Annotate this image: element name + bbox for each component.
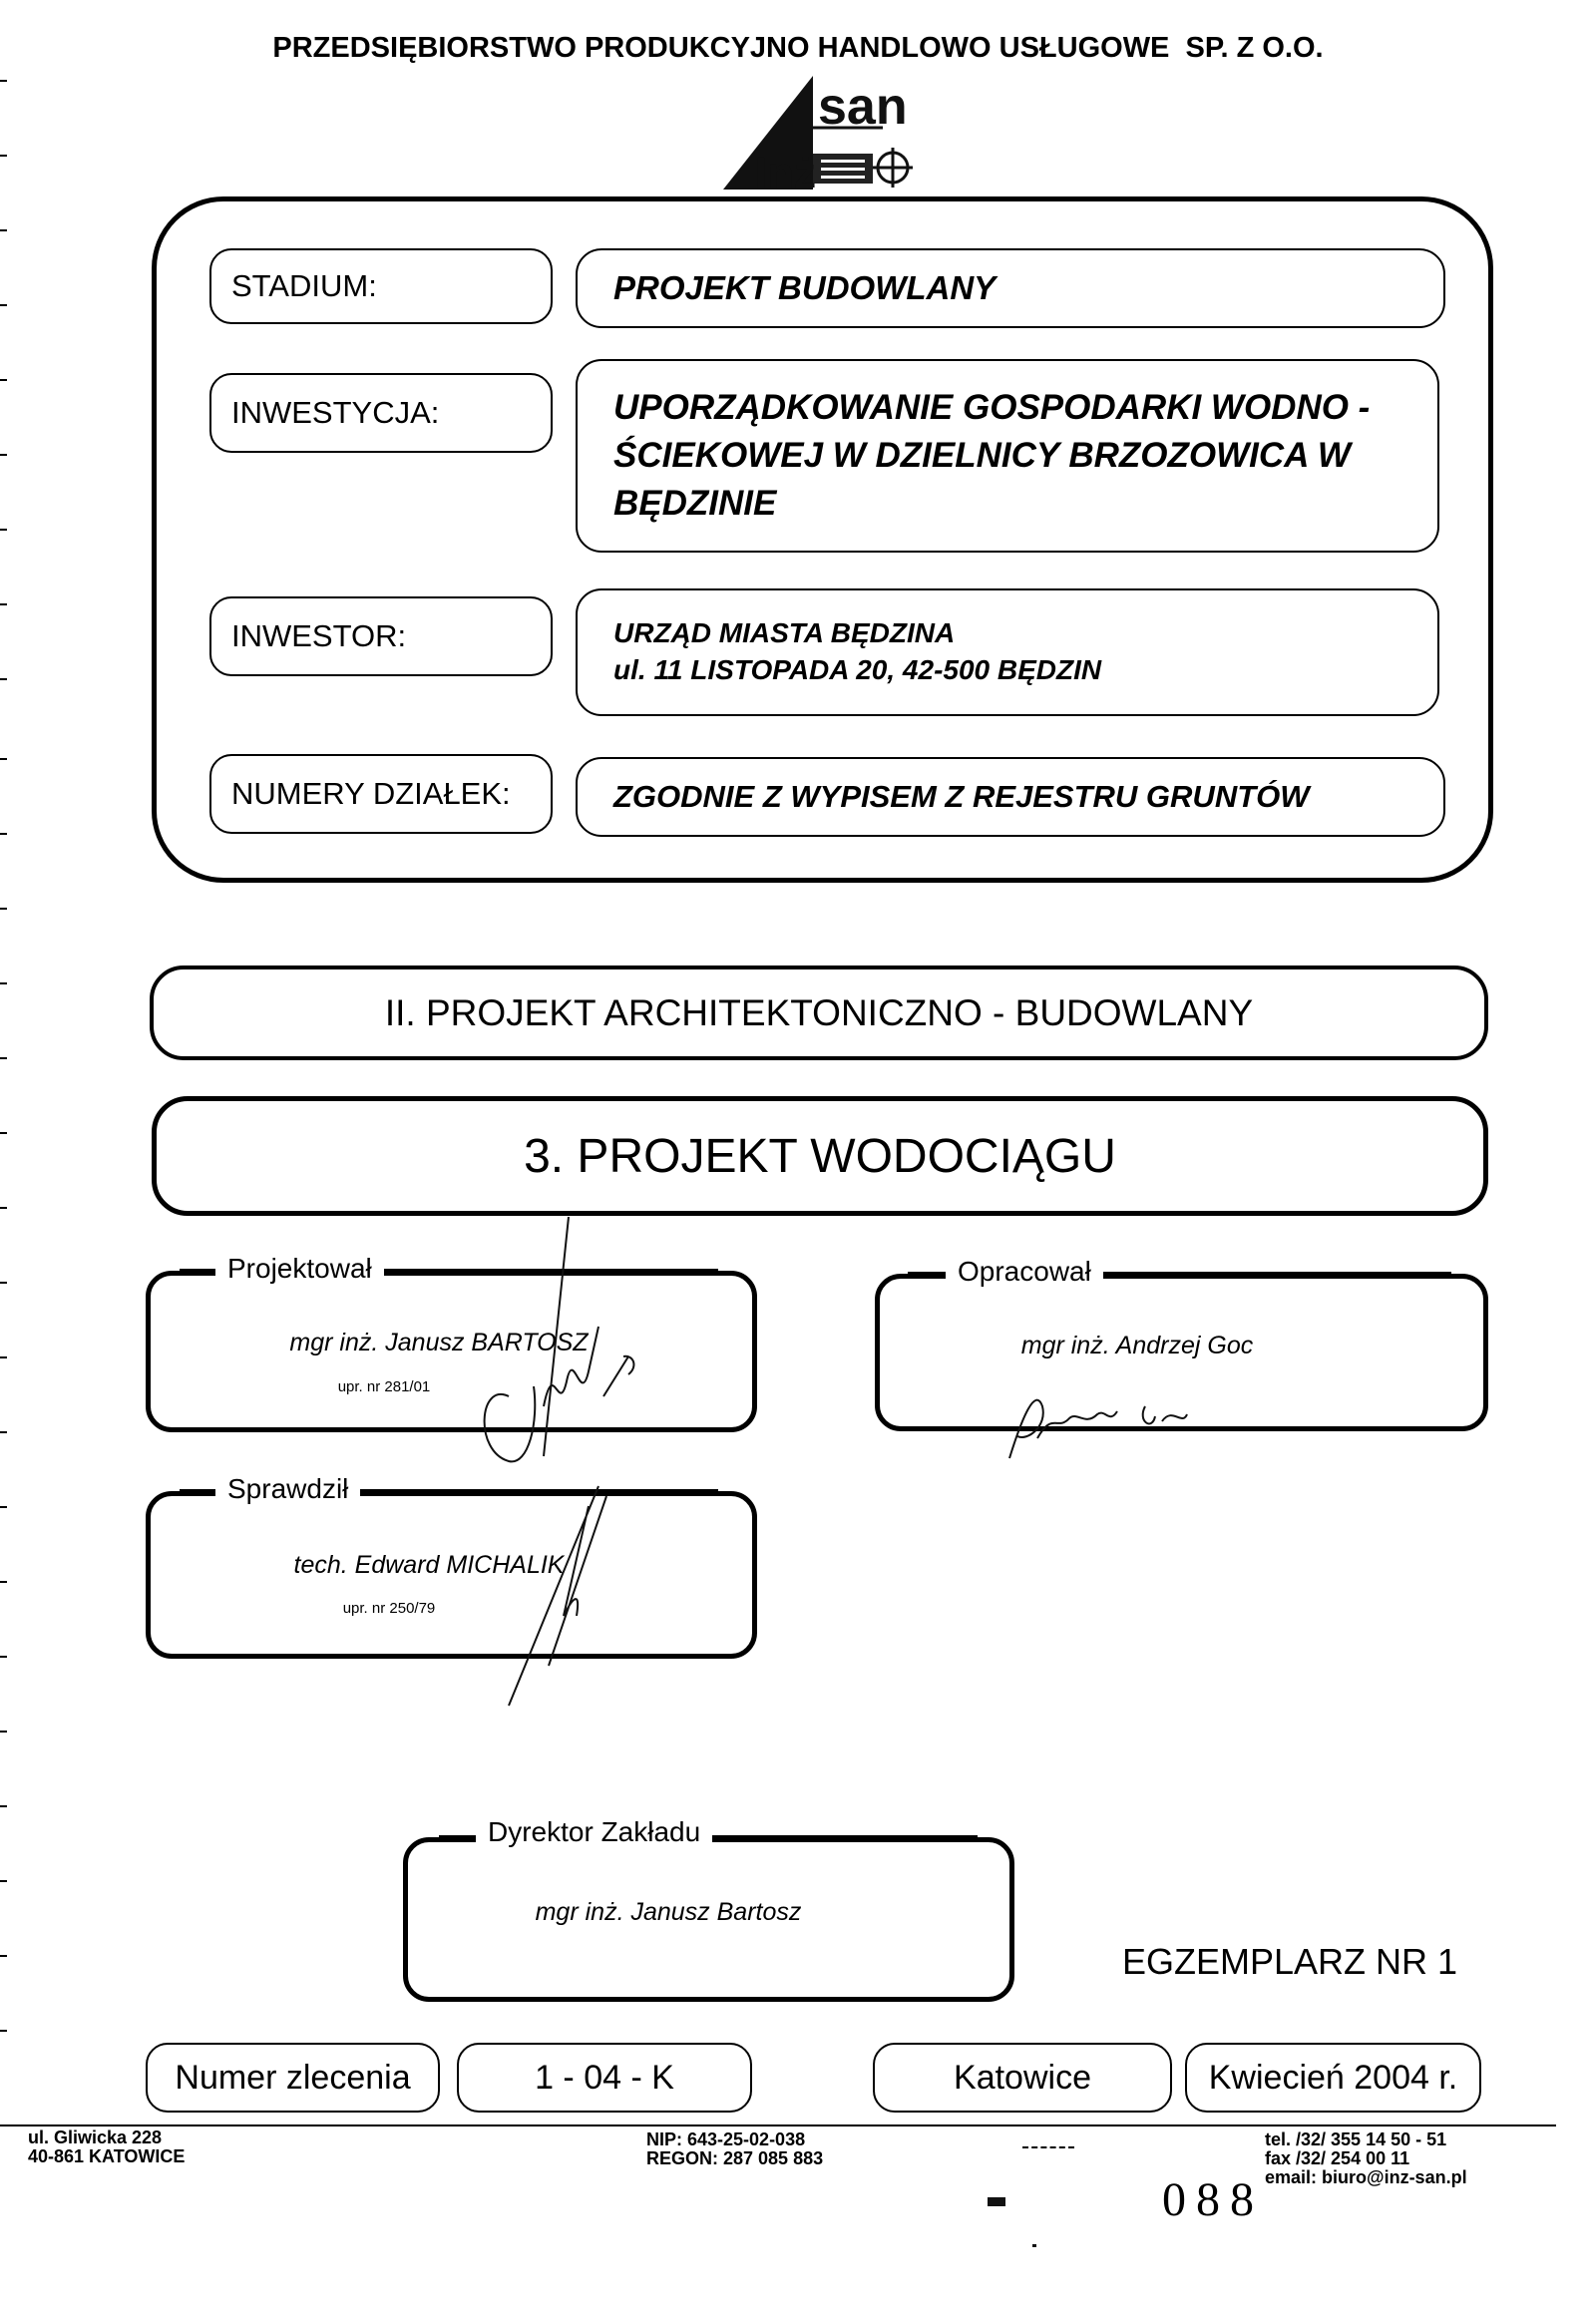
footer-rule <box>0 2124 1556 2126</box>
projektowal-name: mgr inż. Janusz BARTOSZ <box>289 1329 589 1356</box>
opracowal-legend: Opracował <box>946 1256 1103 1288</box>
tel: tel. /32/ 355 14 50 - 51 <box>1265 2129 1447 2149</box>
regon: REGON: 287 085 883 <box>646 2147 824 2168</box>
page-stamp: 088 <box>1162 2173 1264 2226</box>
egzemplarz-label: EGZEMPLARZ NR 1 <box>1122 1941 1458 1982</box>
dzialki-value-text: ZGODNIE Z WYPISEM Z REJESTRU GRUNTÓW <box>613 778 1310 814</box>
footer-contact <box>1265 2130 1467 2187</box>
inwestycja-value <box>576 359 1439 553</box>
inwestycja-label: INWESTYCJA: <box>209 373 553 453</box>
projektowal-legend: Projektował <box>215 1253 384 1285</box>
inwestycja-line: ŚCIEKOWEJ W DZIELNICY BRZOZOWICA W <box>613 435 1351 475</box>
doc-title-box <box>152 1096 1488 1216</box>
footer-address <box>28 2128 185 2166</box>
footer-dash <box>1022 2146 1074 2150</box>
inwestor-value <box>576 588 1439 716</box>
inwestor-line: ul. 11 LISTOPADA 20, 42-500 BĘDZIN <box>613 654 1102 685</box>
company-logo <box>713 68 933 193</box>
dyrektor-legend: Dyrektor Zakładu <box>476 1816 712 1848</box>
svg-text:san: san <box>818 78 908 136</box>
inwestycja-line: BĘDZINIE <box>613 484 777 524</box>
signature-michalik <box>469 1476 628 1736</box>
dyrektor-name: mgr inż. Janusz Bartosz <box>535 1898 802 1926</box>
inwestor-line: URZĄD MIASTA BĘDZINA <box>613 617 956 649</box>
stadium-value-text: PROJEKT BUDOWLANY <box>613 269 997 307</box>
fax: fax /32/ 254 00 11 <box>1265 2147 1410 2168</box>
footer-registry <box>646 2130 823 2168</box>
sprawdzil-legend: Sprawdził <box>215 1473 360 1505</box>
email: email: biuro@inz-san.pl <box>1265 2166 1467 2187</box>
dzialki-label: NUMERY DZIAŁEK: <box>209 754 553 834</box>
sprawdzil-name: tech. Edward MICHALIK <box>293 1551 565 1579</box>
footer-mark <box>988 2197 1005 2206</box>
section-title: II. PROJEKT ARCHITEKTONICZNO - BUDOWLANY <box>384 991 1254 1033</box>
city: Katowice <box>873 2043 1172 2113</box>
numer-zlecenia-label: Numer zlecenia <box>146 2043 440 2113</box>
signature-bartosz <box>439 1207 678 1506</box>
address-line: 40-861 KATOWICE <box>28 2145 186 2166</box>
stadium-value <box>576 248 1445 328</box>
section-title-box <box>150 965 1488 1060</box>
scan-dot <box>1032 2244 1036 2247</box>
stadium-label: STADIUM: <box>209 248 553 324</box>
dzialki-value <box>576 757 1445 837</box>
inwestor-label: INWESTOR: <box>209 596 553 676</box>
numer-zlecenia-value: 1 - 04 - K <box>457 2043 752 2113</box>
svg-text:Inż: Inż <box>755 149 817 193</box>
signature-goc <box>998 1376 1237 1466</box>
nip: NIP: 643-25-02-038 <box>646 2129 806 2149</box>
projektowal-upr: upr. nr 281/01 <box>337 1378 431 1395</box>
date: Kwiecień 2004 r. <box>1185 2043 1481 2113</box>
doc-title: 3. PROJEKT WODOCIĄGU <box>524 1129 1116 1183</box>
opracowal-name: mgr inż. Andrzej Goc <box>1020 1332 1254 1359</box>
sprawdzil-upr: upr. nr 250/79 <box>342 1600 436 1617</box>
company-name: PRZEDSIĘBIORSTWO PRODUKCYJNO HANDLOWO USŁUGOWE SP. Z O.O. <box>272 32 1324 64</box>
address-line: ul. Gliwicka 228 <box>28 2127 163 2147</box>
inwestycja-line: UPORZĄDKOWANIE GOSPODARKI WODNO - <box>613 387 1371 427</box>
